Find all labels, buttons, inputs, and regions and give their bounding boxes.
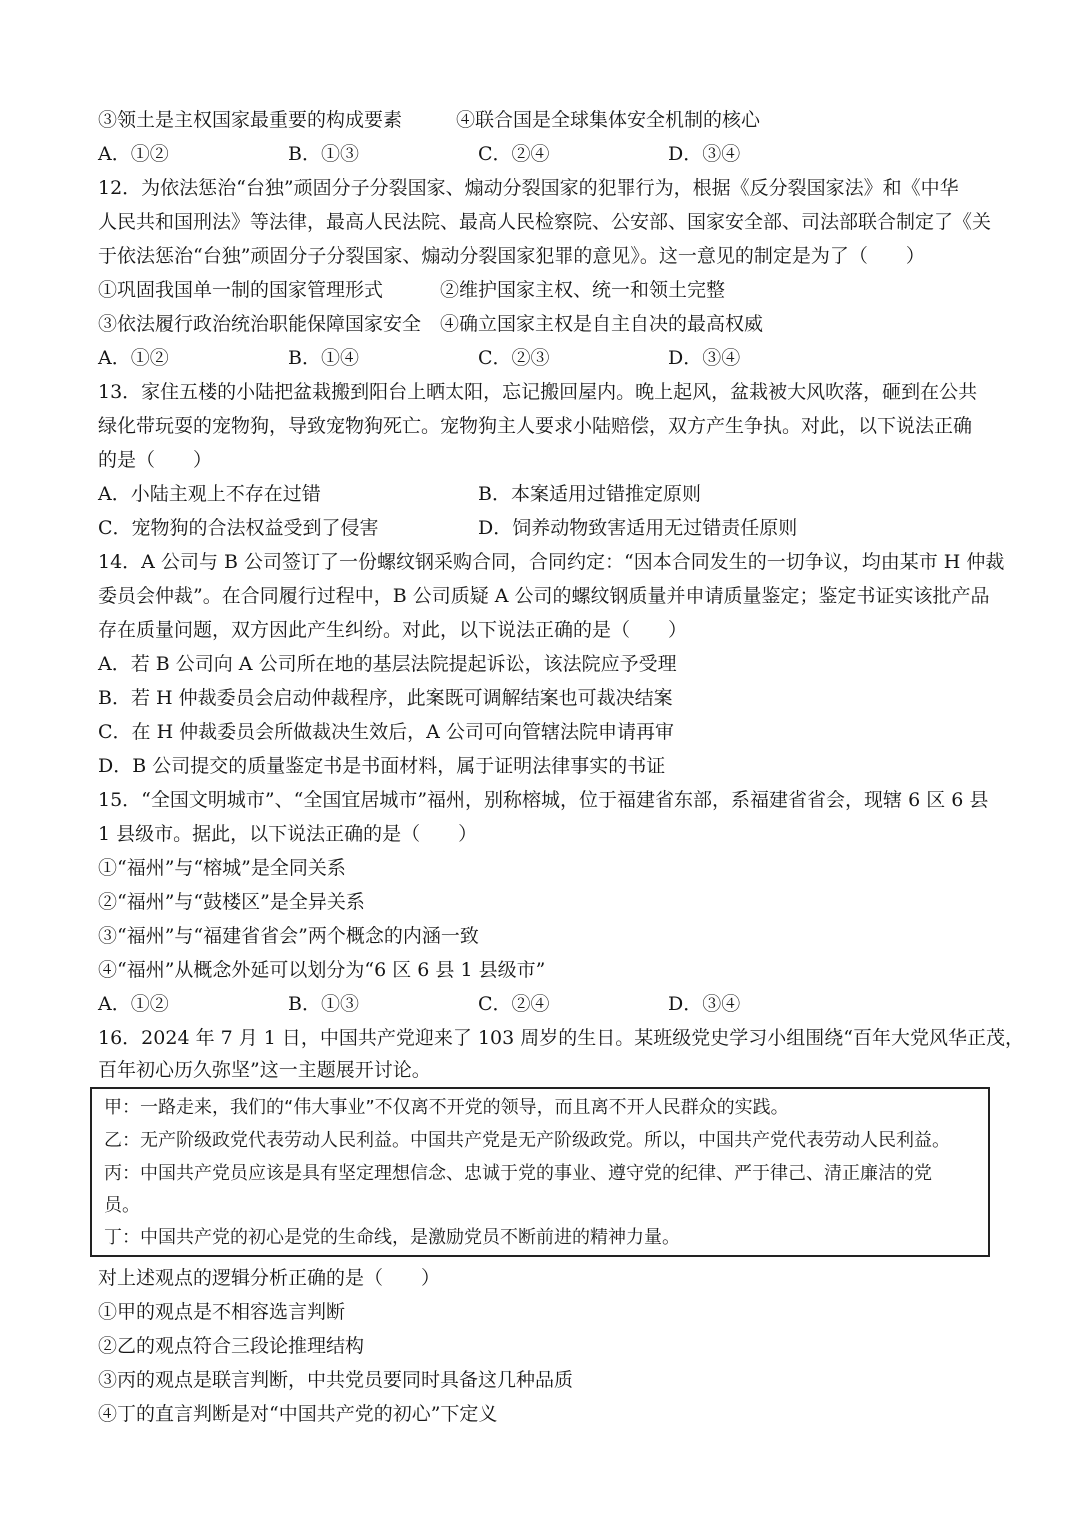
q15-item-2: ②“福州”与“鼓楼区”是全异关系 [98,891,365,913]
q12-option-b[interactable]: B．①④ [288,347,359,369]
q13-option-a[interactable]: A．小陆主观上不存在过错 [98,483,321,505]
q12-option-a[interactable]: A．①② [98,347,169,369]
q16-quote-box [90,1087,990,1257]
q14-stem-line: 存在质量问题，双方因此产生纠纷。对此，以下说法正确的是（ ） [98,619,688,641]
q13-stem-line: 13．家住五楼的小陆把盆栽搬到阳台上晒太阳，忘记搬回屋内。晚上起风，盆栽被大风吹落，砸到在公共 [98,381,978,403]
q11-option-d[interactable]: D．③④ [668,143,741,165]
q16-item-4: ④丁的直言判断是对“中国共产党的初心”下定义 [98,1403,498,1425]
q16-quote-bing-cont: 员。 [104,1195,140,1216]
q12-item-2: ②维护国家主权、统一和领土完整 [440,279,726,301]
q12-stem-line: 于依法惩治“台独”顽固分子分裂国家、煽动分裂国家犯罪的意见》。这一意见的制定是为了（ ） [98,245,925,267]
q16-stem-line: 百年初心历久弥坚”这一主题展开讨论。 [98,1059,431,1081]
q12-item-4: ④确立国家主权是自主自决的最高权威 [440,313,764,335]
q14-option-c[interactable]: C．在 H 仲裁委员会所做裁决生效后，A 公司可向管辖法院申请再审 [98,721,674,743]
q14-stem-line: 14．A 公司与 B 公司签订了一份螺纹钢采购合同，合同约定：“因本合同发生的一切争议，均由某市 H 仲裁 [98,551,1005,573]
q15-option-d[interactable]: D．③④ [668,993,741,1015]
q11-item-4: ④联合国是全球集体安全机制的核心 [456,109,761,131]
q16-quote-bing: 丙：中国共产党员应该是具有坚定理想信念、忠诚于党的事业、遵守党的纪律、严于律己、清正廉洁的党 [104,1163,932,1184]
q15-option-c[interactable]: C．②④ [478,993,550,1015]
q12-stem-line: 12．为依法惩治“台独”顽固分子分裂国家、煽动分裂国家的犯罪行为，根据《反分裂国家法》和《中华 [98,177,959,199]
q15-option-b[interactable]: B．①③ [288,993,359,1015]
q16-quote-jia: 甲：一路走来，我们的“伟大事业”不仅离不开党的领导，而且离不开人民群众的实践。 [104,1097,789,1118]
q13-stem-line: 的是（ ） [98,449,213,471]
q12-item-3: ③依法履行政治统治职能保障国家安全 [98,313,422,335]
q15-stem-line: 15．“全国文明城市”、“全国宜居城市”福州，别称榕城，位于福建省东部，系福建省省会，现辖 6 区 6 县 [98,789,989,811]
q12-stem-line: 人民共和国刑法》等法律，最高人民法院、最高人民检察院、公安部、国家安全部、司法部联合制定了《关 [98,211,992,233]
q13-stem-line: 绿化带玩耍的宠物狗，导致宠物狗死亡。宠物狗主人要求小陆赔偿，双方产生争执。对此，以下说法正确 [98,415,973,437]
q15-stem-line: 1 县级市。据此，以下说法正确的是（ ） [98,823,478,845]
q16-question: 对上述观点的逻辑分析正确的是（ ） [98,1267,441,1289]
q11-option-c[interactable]: C．②④ [478,143,550,165]
q11-option-b[interactable]: B．①③ [288,143,359,165]
q16-stem-line: 16．2024 年 7 月 1 日，中国共产党迎来了 103 周岁的生日。某班级党史学习小组围绕“百年大党风华正茂， [98,1027,1024,1049]
q16-item-3: ③丙的观点是联言判断，中共党员要同时具备这几种品质 [98,1369,574,1391]
q14-option-a[interactable]: A．若 B 公司向 A 公司所在地的基层法院提起诉讼，该法院应予受理 [98,653,677,675]
q11-option-a[interactable]: A．①② [98,143,169,165]
q13-option-c[interactable]: C．宠物狗的合法权益受到了侵害 [98,517,379,539]
q14-stem-line: 委员会仲裁”。在合同履行过程中，B 公司质疑 A 公司的螺纹钢质量并申请质量鉴定；鉴定书证实该批产品 [98,585,990,607]
q14-option-b[interactable]: B．若 H 仲裁委员会启动仲裁程序，此案既可调解结案也可裁决结案 [98,687,673,709]
q13-option-d[interactable]: D．饲养动物致害适用无过错责任原则 [478,517,798,539]
q15-item-1: ①“福州”与“榕城”是全同关系 [98,857,346,879]
q15-item-3: ③“福州”与“福建省省会”两个概念的内涵一致 [98,925,479,947]
q16-item-1: ①甲的观点是不相容选言判断 [98,1301,346,1323]
q11-item-3: ③领土是主权国家最重要的构成要素 [98,109,403,131]
q16-quote-yi: 乙：无产阶级政党代表劳动人民利益。中国共产党是无产阶级政党。所以，中国共产党代表劳动人民利益。 [104,1130,950,1151]
q13-option-b[interactable]: B．本案适用过错推定原则 [478,483,701,505]
q14-option-d[interactable]: D．B 公司提交的质量鉴定书是书面材料，属于证明法律事实的书证 [98,755,666,777]
q16-item-2: ②乙的观点符合三段论推理结构 [98,1335,365,1357]
q12-option-c[interactable]: C．②③ [478,347,550,369]
q15-item-4: ④“福州”从概念外延可以划分为“6 区 6 县 1 县级市” [98,959,546,981]
q15-option-a[interactable]: A．①② [98,993,169,1015]
q12-item-1: ①巩固我国单一制的国家管理形式 [98,279,384,301]
q12-option-d[interactable]: D．③④ [668,347,741,369]
q16-quote-ding: 丁：中国共产党的初心是党的生命线，是激励党员不断前进的精神力量。 [104,1227,680,1248]
